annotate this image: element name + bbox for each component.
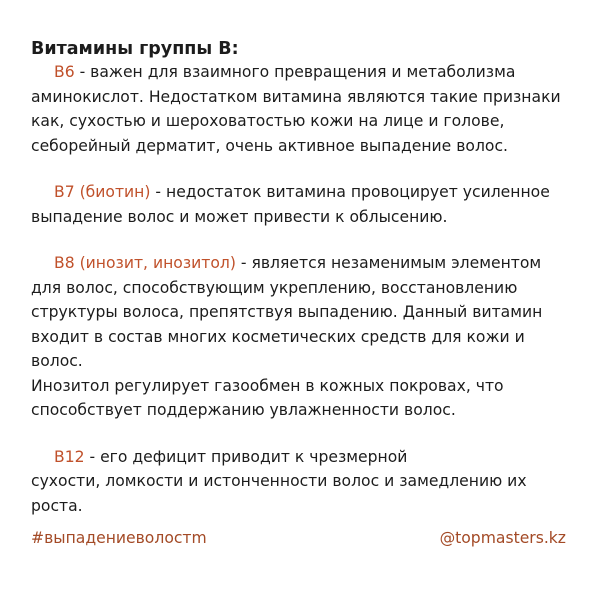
article-title: Витамины группы В: xyxy=(31,39,239,59)
b6-line-1: В6 - важен для взаимного превращения и метаболизма xyxy=(54,63,516,81)
b12-line-3: роста. xyxy=(31,496,83,515)
b6-line-2: аминокислот. Недостатком витамина являются такие признаки xyxy=(31,87,561,106)
section-b7 xyxy=(31,180,576,229)
footer-hashtag: #выпадениеволостm xyxy=(31,529,207,547)
b7-label: В7 (биотин) xyxy=(54,183,151,201)
b7-line-1: В7 (биотин) - недостаток витамина провоцирует усиленное xyxy=(54,183,550,201)
b8-line-4: входит в состав многих косметических средств для кожи и волос. xyxy=(31,327,525,370)
b6-line-3: как, сухостью и шероховатостью кожи на лице и голове, xyxy=(31,112,505,130)
b8-line-6: способствует поддержанию увлажненности волос. xyxy=(31,401,456,419)
b12-line-1: В12 - его дефицит приводит к чрезмерной xyxy=(54,447,408,466)
section-b6 xyxy=(31,60,576,158)
section-b8 xyxy=(31,251,576,423)
b12-label: В12 xyxy=(54,447,85,466)
b8-line-1: В8 (инозит, инозитол) - является незаменимым элементом xyxy=(54,254,542,272)
b8-label: В8 (инозит, инозитол) xyxy=(54,254,236,272)
b6-line-4: себорейный дерматит, очень активное выпадение волос. xyxy=(31,136,508,155)
section-b12 xyxy=(31,445,576,519)
vitamin-article xyxy=(31,38,576,518)
b8-line-2: для волос, способствующим укреплению, восстановлению xyxy=(31,278,518,297)
b12-line-2: сухости, ломкости и истонченности волос и замедлению их xyxy=(31,472,527,490)
b6-label: В6 xyxy=(54,63,75,81)
b7-line-2: выпадение волос и может привести к облысению. xyxy=(31,207,448,226)
b8-line-5: Инозитол регулирует газообмен в кожных покровах, что xyxy=(31,376,504,395)
footer-handle: @topmasters.kz xyxy=(439,529,566,547)
b8-line-3: структуры волоса, препятствуя выпадению. Данный витамин xyxy=(31,303,543,321)
